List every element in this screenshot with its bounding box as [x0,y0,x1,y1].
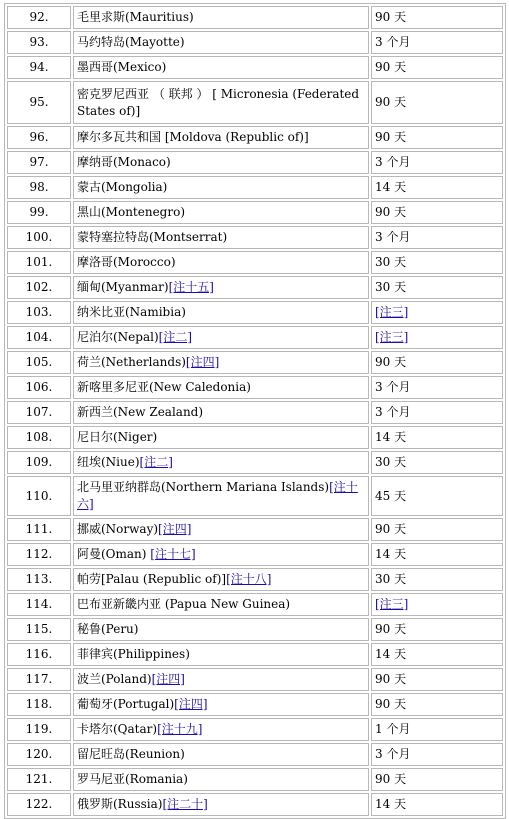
note-link[interactable]: [注四] [151,672,185,686]
stay-cell [371,618,503,641]
country-name: 菲律宾(Philippines) [77,647,190,661]
stay-duration: 90 天 [375,672,407,686]
row-number: 106. [7,376,71,399]
stay-cell [371,543,503,566]
stay-duration: 3 个月 [375,405,411,419]
country-name: 黑山(Montenegro) [77,205,186,219]
row-number: 110. [7,476,71,516]
table-row [7,743,503,766]
stay-duration: 30 天 [375,280,407,294]
country-name: 马约特岛(Mayotte) [77,35,185,49]
note-link[interactable]: [注十六] [77,480,358,511]
row-number: 100. [7,226,71,249]
country-name: 留尼旺岛(Reunion) [77,747,185,761]
stay-cell [371,401,503,424]
country-cell [73,543,369,566]
country-cell [73,593,369,616]
stay-note-link[interactable]: [注三] [375,597,409,611]
note-link[interactable]: [注四] [185,355,220,369]
table-row [7,351,503,374]
country-name: 蒙特塞拉特岛(Montserrat) [77,230,228,244]
stay-duration: 90 天 [375,522,407,536]
table-row [7,476,503,516]
table-row [7,6,503,29]
table-row [7,251,503,274]
country-name: 蒙古(Mongolia) [77,180,168,194]
country-cell [73,126,369,149]
country-cell [73,426,369,449]
country-cell [73,226,369,249]
row-number: 108. [7,426,71,449]
stay-duration: 90 天 [375,622,407,636]
note-link[interactable]: [注四] [158,522,192,536]
table-row [7,126,503,149]
stay-duration: 30 天 [375,455,407,469]
row-number: 119. [7,718,71,741]
country-name: 新西兰(New Zealand) [77,405,204,419]
table-row [7,568,503,591]
table-row [7,376,503,399]
country-name: 卡塔尔(Qatar) [77,722,158,736]
stay-duration: 45 天 [375,488,407,503]
country-name: 毛里求斯(Mauritius) [77,10,194,24]
row-number: 102. [7,276,71,299]
row-number: 105. [7,351,71,374]
note-link[interactable]: [注四] [174,697,208,711]
country-cell [73,793,369,816]
stay-cell [371,643,503,666]
table-row [7,226,503,249]
stay-cell [371,593,503,616]
row-number: 121. [7,768,71,791]
stay-cell [371,251,503,274]
stay-duration: 14 天 [375,797,407,811]
stay-cell [371,151,503,174]
country-name: 秘鲁(Peru) [77,622,139,636]
table-row [7,718,503,741]
stay-cell [371,768,503,791]
table-row [7,401,503,424]
stay-duration: 90 天 [375,697,407,711]
stay-cell [371,568,503,591]
table-body [7,6,503,816]
row-number: 97. [7,151,71,174]
country-name: 葡萄牙(Portugal) [77,697,175,711]
country-cell [73,276,369,299]
table-row [7,593,503,616]
stay-cell [371,301,503,324]
table-row [7,56,503,79]
country-name: 摩尔多瓦共和国 [Moldova (Republic of)] [77,130,309,144]
stay-duration: 14 天 [375,647,407,661]
stay-cell [371,226,503,249]
stay-duration: 14 天 [375,547,407,561]
row-number: 120. [7,743,71,766]
row-number: 116. [7,643,71,666]
table-row [7,201,503,224]
stay-duration: 3 个月 [375,380,411,394]
table-row [7,518,503,541]
table-row [7,668,503,691]
table-row [7,326,503,349]
stay-cell [371,81,503,124]
stay-note-link[interactable]: [注三] [375,330,409,344]
table-row [7,618,503,641]
country-name: 摩纳哥(Monaco) [77,155,171,169]
note-link[interactable]: [注十七] [150,547,196,561]
country-name: 北马里亚纳群岛(Northern Mariana Islands) [77,480,330,494]
row-number: 92. [7,6,71,29]
stay-duration: 30 天 [375,572,407,586]
note-link[interactable]: [注二] [158,330,193,344]
country-cell [73,768,369,791]
visa-free-table [4,3,506,819]
row-number: 94. [7,56,71,79]
table-row [7,426,503,449]
row-number: 98. [7,176,71,199]
country-cell [73,326,369,349]
stay-duration: 3 个月 [375,230,411,244]
stay-duration: 14 天 [375,430,407,444]
stay-duration: 30 天 [375,255,407,269]
country-name: 密克罗尼西亚 （ 联邦 ） [ Micronesia (Federated States of)] [77,86,360,118]
row-number: 99. [7,201,71,224]
table-row [7,451,503,474]
stay-duration: 90 天 [375,772,407,786]
row-number: 122. [7,793,71,816]
table-row [7,276,503,299]
note-link[interactable]: [注十五] [168,280,214,294]
country-name: 尼日尔(Niger) [77,430,158,444]
country-cell [73,568,369,591]
country-name: 摩洛哥(Morocco) [77,255,176,269]
stay-duration: 3 个月 [375,35,411,49]
country-name: 帕劳[Palau (Republic of)] [77,572,227,586]
stay-cell [371,668,503,691]
country-name: 墨西哥(Mexico) [77,60,167,74]
stay-duration: 90 天 [375,355,407,369]
table-row [7,543,503,566]
country-cell [73,81,369,124]
country-cell [73,6,369,29]
note-link[interactable]: [注二] [139,455,173,469]
note-link[interactable]: [注十九] [157,722,203,736]
stay-cell [371,31,503,54]
country-cell [73,151,369,174]
row-number: 109. [7,451,71,474]
row-number: 107. [7,401,71,424]
country-cell [73,376,369,399]
country-cell [73,201,369,224]
country-cell [73,176,369,199]
stay-duration: 3 个月 [375,747,411,761]
stay-cell [371,426,503,449]
stay-duration: 90 天 [375,10,407,24]
row-number: 96. [7,126,71,149]
country-name: 纳米比亚(Namibia) [77,305,186,319]
country-name: 波兰(Poland) [77,672,152,686]
country-name: 俄罗斯(Russia) [77,797,163,811]
stay-cell [371,693,503,716]
table-row [7,643,503,666]
row-number: 113. [7,568,71,591]
country-name: 缅甸(Myanmar) [77,280,169,294]
stay-duration: 90 天 [375,95,407,109]
country-cell [73,31,369,54]
row-number: 118. [7,693,71,716]
stay-cell [371,351,503,374]
table-row [7,768,503,791]
stay-cell [371,451,503,474]
stay-cell [371,176,503,199]
country-cell [73,476,369,516]
table-row [7,151,503,174]
table-row [7,793,503,816]
stay-duration: 90 天 [375,205,407,219]
stay-duration: 90 天 [375,130,407,144]
table-row [7,301,503,324]
row-number: 95. [7,81,71,124]
country-cell [73,518,369,541]
country-name: 纽埃(Niue) [77,455,140,469]
stay-duration: 3 个月 [375,155,411,169]
country-cell [73,668,369,691]
country-cell [73,643,369,666]
row-number: 103. [7,301,71,324]
stay-cell [371,201,503,224]
table-row [7,693,503,716]
stay-cell [371,126,503,149]
row-number: 111. [7,518,71,541]
country-cell [73,56,369,79]
row-number: 104. [7,326,71,349]
country-cell [73,301,369,324]
country-name: 荷兰(Netherlands) [77,355,186,369]
stay-cell [371,6,503,29]
row-number: 115. [7,618,71,641]
country-cell [73,743,369,766]
row-number: 93. [7,31,71,54]
table-row [7,176,503,199]
country-name: 挪威(Norway) [77,522,159,536]
country-cell [73,351,369,374]
country-cell [73,618,369,641]
country-name: 罗马尼亚(Romania) [77,772,188,786]
stay-cell [371,276,503,299]
row-number: 112. [7,543,71,566]
stay-cell [371,793,503,816]
note-link[interactable]: [注二十] [162,797,208,811]
country-name: 尼泊尔(Nepal) [77,330,159,344]
country-cell [73,693,369,716]
country-cell [73,451,369,474]
stay-cell [371,476,503,516]
row-number: 101. [7,251,71,274]
country-name: 巴布亚新畿内亚 (Papua New Guinea) [77,597,291,611]
stay-cell [371,718,503,741]
stay-cell [371,376,503,399]
stay-cell [371,518,503,541]
row-number: 117. [7,668,71,691]
note-link[interactable]: [注十八] [226,572,272,586]
country-name: 阿曼(Oman) [77,547,151,561]
country-cell [73,251,369,274]
stay-duration: 14 天 [375,180,407,194]
row-number: 114. [7,593,71,616]
stay-cell [371,743,503,766]
stay-cell [371,56,503,79]
country-cell [73,718,369,741]
table-row [7,81,503,124]
country-cell [73,401,369,424]
stay-note-link[interactable]: [注三] [375,305,409,319]
stay-cell [371,326,503,349]
table-row [7,31,503,54]
stay-duration: 1 个月 [375,722,411,736]
country-name: 新喀里多尼亚(New Caledonia) [77,380,251,394]
stay-duration: 90 天 [375,60,407,74]
